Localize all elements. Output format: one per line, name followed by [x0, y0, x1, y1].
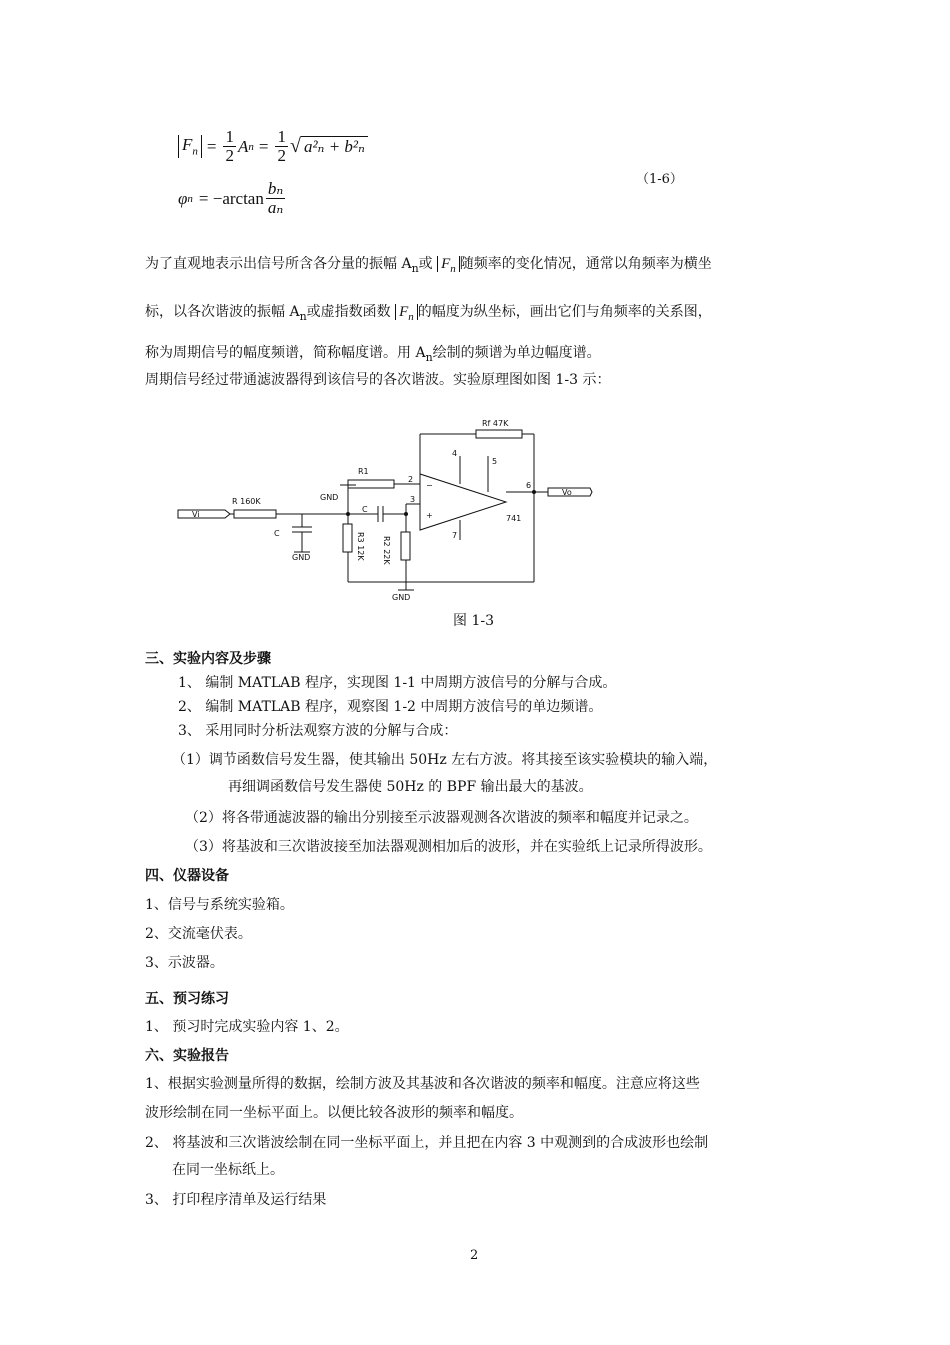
vin-label: Vi — [192, 510, 200, 519]
paragraph-line-4: 周期信号经过带通滤波器得到该信号的各次谐波。实验原理图如图 1-3 示： — [145, 372, 611, 388]
opamp-minus: − — [426, 481, 433, 490]
pin3-label: 3 — [410, 495, 416, 504]
pin6-label: 6 — [526, 481, 532, 490]
gnd2-label: GND — [320, 493, 339, 502]
pin5-label: 5 — [492, 457, 498, 466]
rf-label: Rf 47K — [482, 419, 509, 428]
fraction-bn-an: $\frac{\text{bₙ}}{\text{aₙ}}$ — [267, 179, 284, 217]
section6-item-2a: 2、 将基波和三次谐波绘制在同一坐标平面上，并且把在内容 3 中观测到的合成波形也绘制 — [145, 1135, 709, 1151]
section4-item-1: 1、信号与系统实验箱。 — [145, 897, 294, 913]
fraction-half-2: $\frac{1}{2}$ — [277, 127, 286, 165]
vin-terminal — [178, 510, 230, 518]
resistor-r2 — [401, 532, 410, 560]
section3-sub-2: （2）将各带通滤波器的输出分别接至示波器观测各次谐波的频率和幅度并记录之。 — [185, 810, 698, 826]
r3-label: R3 12K — [356, 532, 365, 561]
section3-sub-3: （3）将基波和三次谐波接至加法器观测相加后的波形，并在实验纸上记录所得波形。 — [185, 839, 712, 855]
opamp-plus: + — [426, 511, 433, 520]
formula-line-2: φ n = −arctan $\frac{\text{bₙ}}{\text{aₙ}}$ — [178, 179, 284, 217]
magnitude-Fn-inline: $F_n$ — [437, 256, 460, 272]
section6-title: 六、实验报告 — [145, 1048, 229, 1064]
section5-title: 五、预习练习 — [145, 991, 229, 1007]
c1-label: C — [274, 529, 280, 538]
resistor-r1 — [348, 480, 394, 488]
paragraph-line-2: 标，以各次谐波的振幅 $A_n$或虚指数函数 $F_n$ 的幅度为纵坐标，画出它们与角频率的关系图， — [145, 304, 712, 323]
resistor-r3 — [343, 524, 352, 552]
pin4-label: 4 — [452, 449, 458, 458]
section4-title: 四、仪器设备 — [145, 868, 229, 884]
section4-item-2: 2、交流毫伏表。 — [145, 926, 252, 942]
section6-item-3: 3、 打印程序清单及运行结果 — [145, 1192, 327, 1208]
opamp-label: 741 — [506, 514, 522, 523]
section6-item-2b: 在同一坐标纸上。 — [172, 1162, 284, 1178]
pin7-label: 7 — [452, 531, 458, 540]
bandpass-filter-circuit — [170, 412, 610, 612]
resistor-rf — [476, 430, 522, 438]
r2-label: R2 22K — [382, 536, 391, 565]
fraction-half: $\frac{1}{2}$ — [225, 127, 234, 165]
gnd1-label: GND — [292, 553, 311, 562]
vout-label: Vo — [562, 488, 572, 497]
paragraph-line-3: 称为周期信号的幅度频谱，简称幅度谱。用 $A_n$绘制的频谱为单边幅度谱。 — [145, 345, 601, 364]
magnitude-Fn: $F_n$ — [178, 135, 202, 157]
section6-item-1a: 1、根据实验测量所得的数据，绘制方波及其基波和各次谐波的频率和幅度。注意应将这些 — [145, 1076, 700, 1092]
formula-line-1: $F_n$ = $\frac{1}{2}$ A n = $\frac{1}{2}$ √ a²ₙ + b²ₙ — [178, 128, 368, 165]
page-number: 2 — [470, 1248, 479, 1263]
section3-item-1: 1、 编制 MATLAB 程序，实现图 1-1 中周期方波信号的分解与合成。 — [178, 675, 617, 691]
section5-item-1: 1、 预习时完成实验内容 1、2。 — [145, 1019, 349, 1035]
magnitude-Fn-inline-2: $F_n$ — [395, 304, 418, 320]
section3-sub-1b: 再细调函数信号发生器使 50Hz 的 BPF 输出最大的基波。 — [228, 779, 593, 795]
equation-number: （1-6） — [636, 172, 683, 187]
gnd3-label: GND — [392, 593, 411, 602]
section6-item-1b: 波形绘制在同一坐标平面上。以便比较各波形的频率和幅度。 — [145, 1105, 523, 1121]
paragraph-line-1: 为了直观地表示出信号所含各分量的振幅 $A_n$或 $F_n$ 随频率的变化情况，通常以角频率为横坐 — [145, 256, 712, 275]
resistor-r-input — [234, 510, 276, 518]
c2-label: C — [362, 505, 368, 514]
sqrt-expression: a²ₙ + b²ₙ — [301, 136, 368, 157]
r1-label: R1 — [358, 467, 369, 476]
section3-item-3: 3、 采用同时分析法观察方波的分解与合成： — [178, 723, 458, 739]
section3-title: 三、实验内容及步骤 — [145, 651, 271, 667]
figure-caption: 图 1-3 — [453, 613, 494, 629]
section3-sub-1a: （1）调节函数信号发生器，使其输出 50Hz 左右方波。将其接至该实验模块的输入端， — [172, 752, 718, 768]
section3-item-2: 2、 编制 MATLAB 程序，观察图 1-2 中周期方波信号的单边频谱。 — [178, 699, 603, 715]
pin2-label: 2 — [408, 475, 414, 484]
opamp-741 — [420, 474, 506, 530]
section4-item-3: 3、示波器。 — [145, 955, 224, 971]
r-input-label: R 160K — [232, 497, 261, 506]
